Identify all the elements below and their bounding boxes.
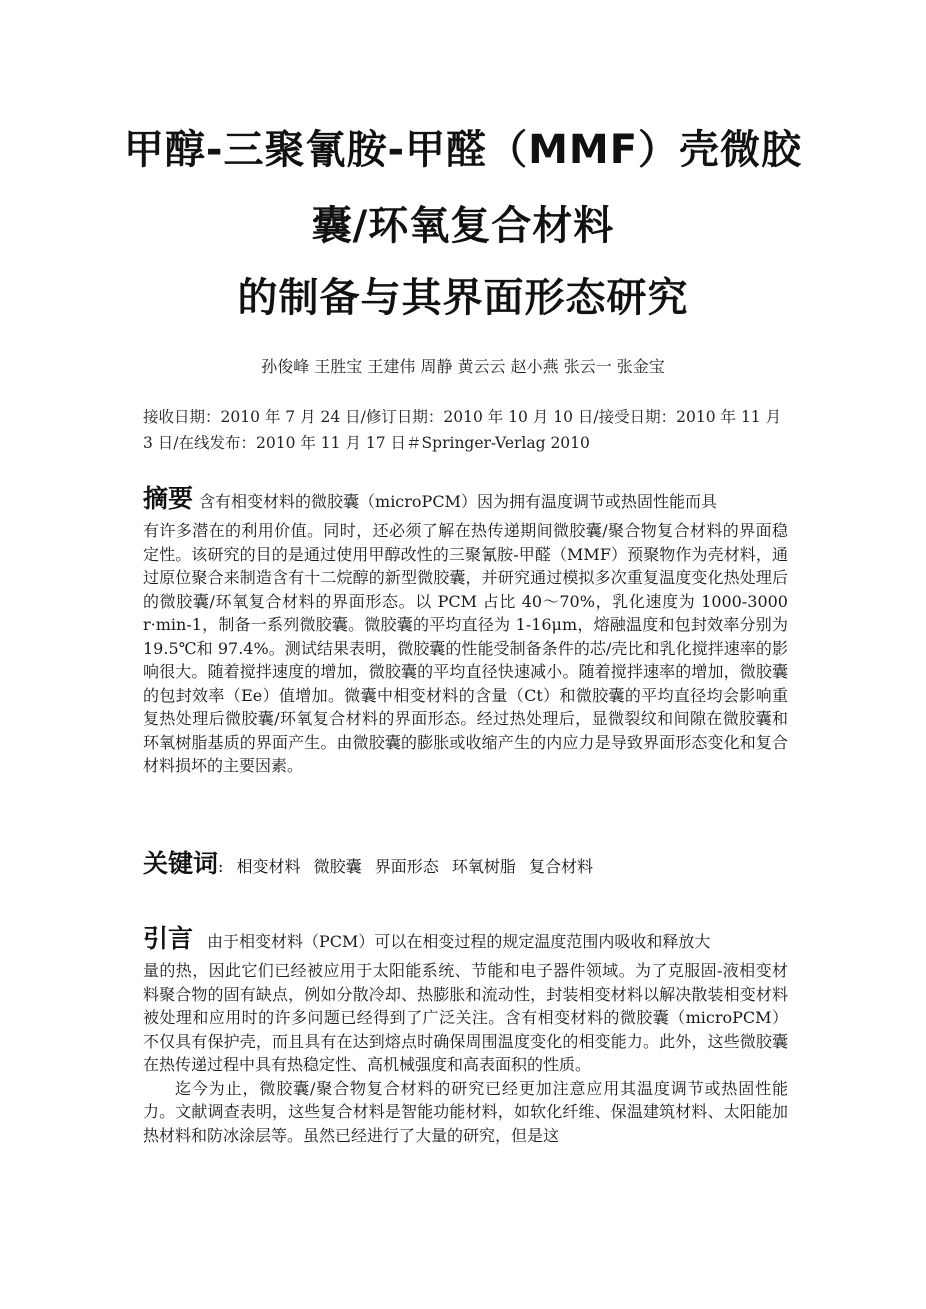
keyword-item: 复合材料 (528, 857, 593, 876)
intro-heading: 引言 (143, 924, 194, 953)
intro-first-line-text: 由于相变材料（PCM）可以在相变过程的规定温度范围内吸收和释放大 (207, 932, 711, 951)
title-line-3: 的制备与其界面形态研究 (237, 275, 689, 321)
keywords-heading: 关键词 (143, 849, 219, 878)
abstract-body: 有许多潜在的利用价值。同时，还必须了解在热传递期间微胶囊/聚合物复合材料的界面稳定性。该研究的目的是通过使用甲醇改性的三聚氰胺-甲醛（MMF）预聚物作为壳材料，通过原位聚合来制造含有十二烷醇的新型微胶囊，并研究通过模拟多次重复温度变化热处理后的微胶囊/环氧复合材料的界面形态。以 PCM 占比 40～70%，乳化速度为 1000-3000 r·min-1，制备一系列微胶囊。微胶囊的平均直径为 1-16μm，熔融温度和包封效率分别为 19.5℃和 97.4%。测试结果表明，微胶囊的性能受制备条件的芯/壳比和乳化搅拌速率的影响很大。随着搅拌速度的增加，微胶囊的平均直径快速减小。随着搅拌速率的增加，微胶囊的包封效率（Ee）值增加。微囊中相变材料的含量（Ct）和微胶囊的平均直径均会影响重复热处理后微胶囊/环氧复合材料的界面形态。经过热处理后，显微裂纹和间隙在微胶囊和环氧树脂基质的界面产生。由微胶囊的膨胀或收缩产生的内应力是导致界面形态变化和复合材料损坏的主要因素。 (143, 521, 788, 775)
abstract-section (143, 484, 788, 778)
keyword-item: 相变材料 (236, 857, 301, 876)
intro-first-line (143, 924, 788, 959)
abstract-first-line (143, 484, 788, 519)
abstract-heading: 摘要 (143, 484, 194, 513)
keywords-colon: : (218, 857, 224, 876)
intro-paragraph-1: 量的热，因此它们已经被应用于太阳能系统、节能和电子器件领域。为了克服固-液相变材料聚合物的固有缺点，例如分散冷却、热膨胀和流动性，封装相变材料以解决散装相变材料被处理和应用时的许多问题已经得到了广泛关注。含有相变材料的微胶囊（microPCM）不仅具有保护壳，而且具有在达到熔点时确保周围温度变化的相变能力。此外，这些微胶囊在热传递过程中具有热稳定性、高机械强度和高表面积的性质。 (143, 961, 788, 1074)
title-line-1: 甲醇-三聚氰胺-甲醛（MMF）壳微胶 (123, 127, 803, 173)
title-line-2: 囊/环氧复合材料 (311, 203, 615, 249)
keywords-section (143, 849, 788, 884)
keyword-item: 界面形态 (374, 857, 439, 876)
introduction-section (143, 924, 788, 1147)
author-list: 孙俊峰 王胜宝 王建伟 周静 黄云云 赵小燕 张云一 张金宝 (261, 357, 665, 376)
intro-paragraph-2: 迄今为止，微胶囊/聚合物复合材料的研究已经更加注意应用其温度调节或热固性能力。文献调查表明，这些复合材料是智能功能材料，如软化纤维、保温建筑材料、太阳能加热材料和防冰涂层等。虽然已经进行了大量的研究，但是这 (143, 1078, 788, 1145)
keyword-item: 微胶囊 (313, 857, 362, 876)
publication-dates: 接收日期：2010 年 7 月 24 日/修订日期：2010 年 10 月 10 日/接受日期：2010 年 11 月 3 日/在线发布：2010 年 11 月 17 日＃Springer-Verlag 2010 (143, 408, 782, 452)
abstract-first-line-text: 含有相变材料的微胶囊（microPCM）因为拥有温度调节或热固性能而具 (199, 492, 717, 511)
keyword-item: 环氧树脂 (451, 857, 516, 876)
